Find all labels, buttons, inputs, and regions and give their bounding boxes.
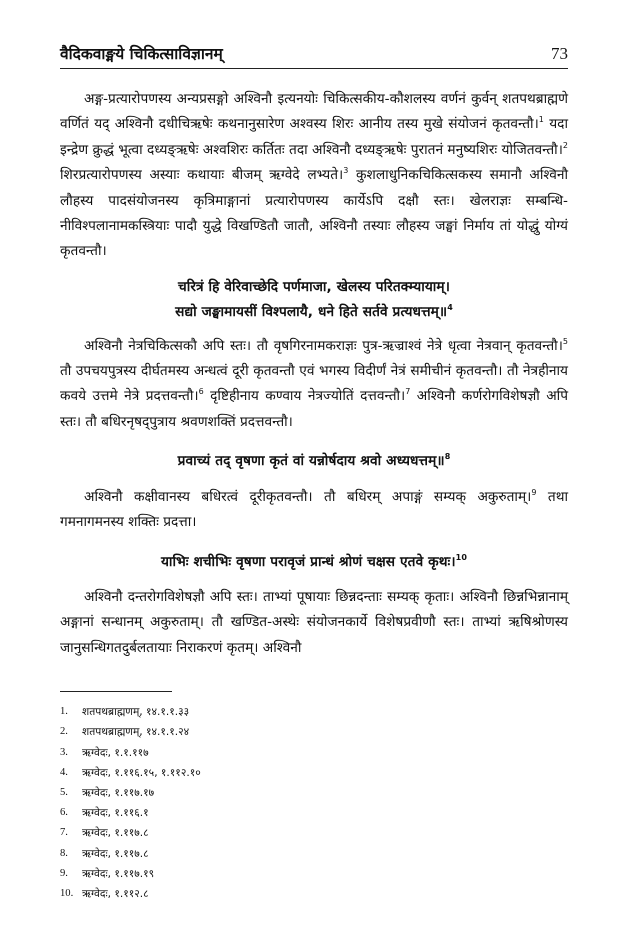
page-header xyxy=(60,34,568,64)
paragraph-3: अश्विनौ कक्षीवानस्य बधिरत्वं दूरीकृतवन्तौ। तौ बधिरम् अपाङ्गं सम्यक् अकुरुताम्।$^9$ तथा गमनागमनस्य शक्तिः प्रदत्ता। xyxy=(60,487,568,531)
verse-line: चरित्रं हि वेरिवाच्छेदि पर्णमाजा, खेलस्य परितक्म्यायाम्। xyxy=(177,278,451,295)
footnote-rule xyxy=(60,691,172,692)
running-title: वैदिकवाङ्मये चिकित्साविज्ञानम् xyxy=(60,45,223,63)
footnote-item: 9. ऋग्वेदः, १.११७.१९ xyxy=(60,867,155,880)
footnote-ref: 9 xyxy=(531,487,537,497)
paragraph-2: अश्विनौ नेत्रचिकित्सकौ अपि स्तः। तौ वृषगिरनामकराज्ञः पुत्र-ऋज्राश्वं नेत्रे धृत्वा नेत्रवान् कृतवन्तौ।$^5$ तौ उपचयपुत्रस्य दीर्घतमस्य अन्धत्वं दूरी कृतवन्तौ एवं भगस्य विदीर्णं नेत्रं समीचीनं कृतवन्तौ। तौ नेत्रहीनाय कवये उत्तमे नेत्रे प्रदत्तवन्तौ।$^6$ दृष्टिहीनाय कण्वाय नेत्रज्योतिं दत्तवन्तौ।$^7$ अश्विनौ कर्णरोगविशेषज्ञौ अपि स्तः। तौ बधिरनृषद्पुत्राय श्रवणशक्तिं प्रदत्तवन्तौ। xyxy=(60,336,568,430)
footnote-ref: 6 xyxy=(198,387,204,397)
footnote-item: 10. ऋग्वेदः, १.११२.८ xyxy=(60,887,149,900)
verse-line: याभिः शचीभिः वृषणा परावृजं प्रान्धं श्रोणं चक्षस एतवे कृथः।$^{10}$ xyxy=(160,552,468,570)
footnote-ref: 3 xyxy=(343,166,349,176)
document-page xyxy=(60,34,568,904)
footnote-item: 5. ऋग्वेदः, १.११७.१७ xyxy=(60,786,155,799)
footnote-ref: 1 xyxy=(538,115,544,125)
verse-block-2 xyxy=(60,449,568,474)
footnote-item: 2. शतपथब्राह्मणम्, १४.१.१.२४ xyxy=(60,726,190,739)
verse-block-3 xyxy=(60,550,568,575)
footnote-item: 8. ऋग्वेदः, १.११७.८ xyxy=(60,847,149,860)
footnote-ref: 5 xyxy=(562,336,568,346)
footnote-ref: 2 xyxy=(562,140,568,150)
verse-line: प्रवाच्यं तद् वृषणा कृतं वां यन्नोर्षदाय श्रवो अध्यधत्तम्॥$^8$ xyxy=(177,452,451,470)
page-number: 73 xyxy=(551,44,568,63)
footnote-ref: 10 xyxy=(455,552,468,562)
footnote-ref: 7 xyxy=(405,387,411,397)
footnote-item: 6. ऋग्वेदः, १.११६.१ xyxy=(60,807,149,820)
footnote-item: 3. ऋग्वेदः, १.१.११७ xyxy=(60,746,149,759)
footnote-ref: 4 xyxy=(447,303,453,313)
footnote-item: 4. ऋग्वेदः, १.११६.१५, १.११२.१० xyxy=(60,766,201,779)
footnote-ref: 8 xyxy=(444,452,451,462)
body-text xyxy=(60,87,568,661)
verse-line: सद्यो जङ्घामायसीं विश्पलायै, धने हिते सर्तवे प्रत्यधत्तम्॥$^4$ xyxy=(175,303,453,321)
footnote-item: 1. शतपथब्राह्मणम्, १४.१.१.३३ xyxy=(60,706,190,719)
verse-block-1 xyxy=(60,275,568,326)
paragraph-4: अश्विनौ दन्तरोगविशेषज्ञौ अपि स्तः। ताभ्यां पूषायाः छिन्नदन्ताः सम्यक् कृताः। अश्विनौ छिन्नभिन्नानाम् अङ्गानां सन्धानम् अकुरुताम्। तौ खण्डित-अस्थेः संयोजनकार्ये विशेषप्रवीणौ स्तः। ताभ्यां ऋषिश्रोणस्य जानुसन्धिगतदुर्बलतायाः निराकरणं कृतम्। अश्विनौ xyxy=(60,588,568,656)
header-rule xyxy=(60,68,568,69)
footnote-item: 7. ऋग्वेदः, १.११७.८ xyxy=(60,827,149,840)
footnotes-list xyxy=(60,702,568,904)
paragraph-1: अङ्ग-प्रत्यारोपणस्य अन्यप्रसङ्गो अश्विनौ इत्यनयोः चिकित्सकीय-कौशलस्य वर्णनं कुर्वन् शतपथब्राह्मणे वर्णितं यद् अश्विनौ दधीचिऋषेः कथनानुसारेण अश्वस्य शिरः आनीय तस्य मुखे संयोजनं कृतवन्तौ।$^1$ यदा इन्द्रेण क्रुद्धं भूत्वा दध्यङ्ऋषेः अश्वशिरः कर्तितः तदा अश्विनौ दध्यङ्ऋषेः पुरातनं मनुष्यशिरः योजितवन्तौ।$^2$ शिरप्रत्यारोपणस्य अस्याः कथायाः बीजम् ऋग्वेदे लभ्यते।$^3$ कुशलाधुनिकचिकित्सकस्य समानौ अश्विनौ लौहस्य पादसंयोजनस्य कृत्रिमाङ्गानां प्रत्यारोपणस्य कार्येऽपि दक्षौ स्तः। खेलराज्ञः सम्बन्धि-नीविश्पलानामकस्त्रियाः पादौ युद्धे विखण्डितौ जातौ, अश्विनौ तस्याः लौहस्य जङ्घां निर्माय तां योद्धुं योग्यं कृतवन्तौ। xyxy=(60,91,568,260)
